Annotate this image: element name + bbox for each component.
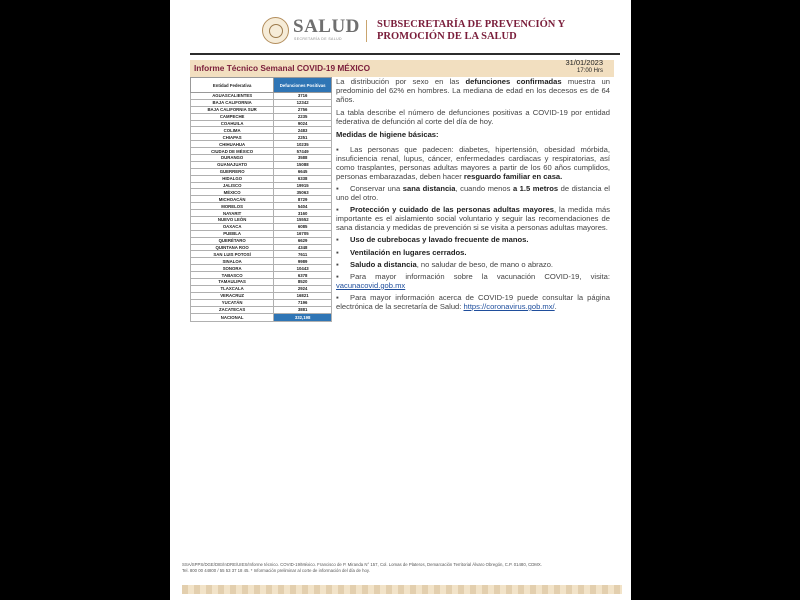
entity-cell: SAN LUIS POTOSÍ xyxy=(191,251,274,258)
deaths-cell: 7196 xyxy=(274,299,332,306)
deaths-cell: 3588 xyxy=(274,155,332,162)
brand-subtitle: SECRETARÍA DE SALUD xyxy=(294,37,342,41)
table-row xyxy=(191,203,332,210)
table-row xyxy=(191,292,332,299)
entity-cell: CHIAPAS xyxy=(191,134,274,141)
brand-name: SALUD xyxy=(293,16,360,37)
report-date-block xyxy=(565,59,603,75)
table-row xyxy=(191,265,332,272)
deaths-cell: 4348 xyxy=(274,244,332,251)
deaths-cell: 16705 xyxy=(274,230,332,237)
table-row xyxy=(191,217,332,224)
entity-cell: GUANAJUATO xyxy=(191,161,274,168)
table-row xyxy=(191,230,332,237)
table-row xyxy=(191,279,332,286)
table-row xyxy=(191,299,332,306)
list-item: ▪ Protección y cuidado de las personas adultas mayores, la medida más importante es el aislamiento social voluntario y seguir las recomendaciones de sana distancia y medidas de prevención si se visita a personas adultas mayores. xyxy=(336,205,610,233)
deaths-table xyxy=(190,77,332,322)
total-label-cell: NACIONAL xyxy=(191,313,274,321)
deaths-cell: 8520 xyxy=(274,279,332,286)
entity-cell: VERACRUZ xyxy=(191,292,274,299)
table-row xyxy=(191,161,332,168)
entity-cell: TABASCO xyxy=(191,272,274,279)
entity-cell: CIUDAD DE MÉXICO xyxy=(191,148,274,155)
header-divider xyxy=(366,20,367,42)
deaths-cell: 35063 xyxy=(274,189,332,196)
bullet-icon: ▪ xyxy=(336,183,339,193)
entity-cell: TAMAULIPAS xyxy=(191,279,274,286)
entity-cell: SINALOA xyxy=(191,258,274,265)
deaths-cell: 6645 xyxy=(274,168,332,175)
deaths-cell: 3716 xyxy=(274,93,332,100)
bullet-icon: ▪ xyxy=(336,259,339,269)
entity-cell: DURANGO xyxy=(191,155,274,162)
table-row xyxy=(191,141,332,148)
table-description-paragraph: La tabla describe el número de defunciones positivas a COVID-19 por entidad federativa de defunción al corte del día de hoy. xyxy=(336,108,610,127)
deaths-cell: 6629 xyxy=(274,237,332,244)
table-row xyxy=(191,148,332,155)
list-item: ▪ Uso de cubrebocas y lavado frecuente de manos. xyxy=(336,235,529,245)
bullet-icon: ▪ xyxy=(336,292,339,302)
entity-cell: CHIHUAHUA xyxy=(191,141,274,148)
table-row xyxy=(191,258,332,265)
entity-cell: CAMPECHE xyxy=(191,113,274,120)
table-row xyxy=(191,168,332,175)
vaccination-link[interactable]: vacunacovid.gob.mx xyxy=(336,280,406,290)
column-header-entity: Entidad Federativa xyxy=(191,78,274,93)
entity-cell: JALISCO xyxy=(191,182,274,189)
table-row xyxy=(191,106,332,113)
bullet-icon: ▪ xyxy=(336,271,339,281)
eagle-seal-icon xyxy=(262,17,289,44)
deaths-cell: 16821 xyxy=(274,292,332,299)
table-total-row xyxy=(191,313,332,321)
list-item: ▪ Para mayor información sobre la vacunación COVID-19, visita: vacunacovid.gob.mx xyxy=(336,271,610,290)
entity-cell: YUCATÁN xyxy=(191,299,274,306)
list-item: ▪ Ventilación en lugares cerrados. xyxy=(336,247,467,257)
list-item: ▪ Conservar una sana distancia, cuando menos a 1.5 metros de distancia el uno del otro. xyxy=(336,183,610,203)
deaths-cell: 10235 xyxy=(274,141,332,148)
header-rule xyxy=(190,53,620,55)
deaths-cell: 6085 xyxy=(274,223,332,230)
table-body xyxy=(191,93,332,322)
entity-cell: ZACATECAS xyxy=(191,306,274,313)
deaths-cell: 3881 xyxy=(274,306,332,313)
table-row xyxy=(191,113,332,120)
entity-cell: BAJA CALIFORNIA xyxy=(191,99,274,106)
entity-cell: PUEBLA xyxy=(191,230,274,237)
column-header-deaths: Defunciones Positivas xyxy=(274,78,332,93)
hygiene-heading: Medidas de higiene básicas: xyxy=(336,130,439,140)
list-item: ▪ Saludo a distancia, no saludar de beso, de mano o abrazo. xyxy=(336,259,554,269)
table-row xyxy=(191,244,332,251)
entity-cell: GUERRERO xyxy=(191,168,274,175)
deaths-cell: 9024 xyxy=(274,120,332,127)
table-row xyxy=(191,223,332,230)
bullet-icon: ▪ xyxy=(336,144,339,154)
bullet-icon: ▪ xyxy=(336,235,339,245)
table-row xyxy=(191,285,332,292)
entity-cell: QUINTANA ROO xyxy=(191,244,274,251)
list-item: ▪ Las personas que padecen: diabetes, hipertensión, obesidad mórbida, insuficiencia renal, lupus, cáncer, enfermedades cardiacas y respiratorias, así como trasplantes, personas adultas mayores a partir de los 60 años cumplidos, personas embarazadas, deben hacer resguardo familiar en casa. xyxy=(336,144,610,181)
report-text xyxy=(336,77,610,314)
report-time: 17:00 Hrs xyxy=(576,68,603,74)
table-row xyxy=(191,134,332,141)
deaths-cell: 10443 xyxy=(274,265,332,272)
footer-text xyxy=(182,562,622,573)
table-row xyxy=(191,196,332,203)
deaths-cell: 6378 xyxy=(274,272,332,279)
deaths-cell: 3160 xyxy=(274,210,332,217)
entity-cell: BAJA CALIFORNIA SUR xyxy=(191,106,274,113)
report-title-bar xyxy=(190,60,614,77)
table-row xyxy=(191,120,332,127)
deaths-cell: 9989 xyxy=(274,258,332,265)
sex-distribution-paragraph: La distribución por sexo en las defunciones confirmadas muestra un predominio del 62% en hombres. La mediana de edad en los decesos es de 64 años. xyxy=(336,77,610,105)
deaths-cell: 2756 xyxy=(274,106,332,113)
deaths-cell: 2251 xyxy=(274,134,332,141)
list-item: ▪ Para mayor información acerca de COVID-19 puede consultar la página electrónica de la secretaría de Salud: https://coronavirus.gob.mx/. xyxy=(336,292,610,311)
deaths-cell: 5404 xyxy=(274,203,332,210)
deaths-cell: 2235 xyxy=(274,113,332,120)
entity-cell: NUEVO LEÓN xyxy=(191,217,274,224)
entity-cell: MICHOACÁN xyxy=(191,196,274,203)
deaths-cell: 2483 xyxy=(274,127,332,134)
entity-cell: HIDALGO xyxy=(191,175,274,182)
deaths-cell: 7611 xyxy=(274,251,332,258)
deaths-cell: 57449 xyxy=(274,148,332,155)
document-page xyxy=(170,0,631,600)
table-row xyxy=(191,155,332,162)
entity-cell: AGUASCALIENTES xyxy=(191,93,274,100)
table-row xyxy=(191,93,332,100)
footer-address: SSA/SPPS/DGE/DIE/InDRE/UIES/Informe técnico. COVID-19/México. Francisco de P. Miranda N° 157, Col. Lomas de Plateros, Demarcación Territorial Álvaro Obregón, C.P. 01480, CDMX. xyxy=(182,562,542,567)
table-header-row xyxy=(191,78,332,93)
deaths-cell: 2924 xyxy=(274,285,332,292)
entity-cell: SONORA xyxy=(191,265,274,272)
footer-decoration xyxy=(182,585,622,594)
deaths-cell: 19915 xyxy=(274,182,332,189)
table-row xyxy=(191,127,332,134)
subsecretaria-title: SUBSECRETARÍA DE PREVENCIÓN Y PROMOCIÓN DE LA SALUD xyxy=(377,19,565,42)
deaths-cell: 8729 xyxy=(274,196,332,203)
table-row xyxy=(191,182,332,189)
table-row xyxy=(191,99,332,106)
footer-contact: Tel. 800 00 44800 / 55 53 37 18 45. * Información preliminar al corte de información del día de hoy. xyxy=(182,567,370,573)
report-date: 31/01/2023 xyxy=(565,58,603,67)
table-row xyxy=(191,210,332,217)
deaths-cell: 15552 xyxy=(274,217,332,224)
entity-cell: OAXACA xyxy=(191,223,274,230)
entity-cell: MORELOS xyxy=(191,203,274,210)
entity-cell: NAYARIT xyxy=(191,210,274,217)
entity-cell: MÉXICO xyxy=(191,189,274,196)
report-title: Informe Técnico Semanal COVID-19 MÉXICO xyxy=(194,63,371,73)
entity-cell: TLAXCALA xyxy=(191,285,274,292)
bullet-icon: ▪ xyxy=(336,247,339,257)
deaths-cell: 6338 xyxy=(274,175,332,182)
table-row xyxy=(191,175,332,182)
deaths-cell: 15088 xyxy=(274,161,332,168)
bullet-icon: ▪ xyxy=(336,205,339,215)
entity-cell: COAHUILA xyxy=(191,120,274,127)
table-row xyxy=(191,189,332,196)
entity-cell: QUERÉTARO xyxy=(191,237,274,244)
table-row xyxy=(191,237,332,244)
table-row xyxy=(191,272,332,279)
table-row xyxy=(191,306,332,313)
entity-cell: COLIMA xyxy=(191,127,274,134)
total-value-cell: 332,198 xyxy=(274,313,332,321)
deaths-cell: 12342 xyxy=(274,99,332,106)
table-row xyxy=(191,251,332,258)
coronavirus-link[interactable]: https://coronavirus.gob.mx/ xyxy=(463,301,555,311)
